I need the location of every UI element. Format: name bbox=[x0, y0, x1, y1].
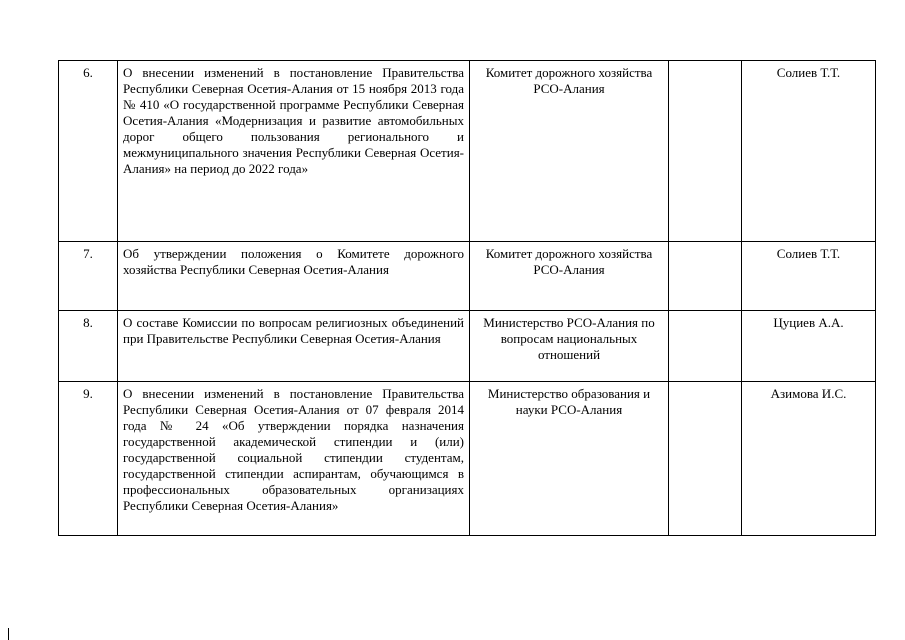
responsible-person: Солиев Т.Т. bbox=[742, 242, 876, 311]
responsible-body: Комитет дорожного хозяйства РСО-Алания bbox=[470, 242, 669, 311]
responsible-person: Азимова И.С. bbox=[742, 382, 876, 536]
deadline-cell bbox=[669, 61, 742, 242]
table-row bbox=[59, 382, 876, 536]
responsible-body: Комитет дорожного хозяйства РСО-Алания bbox=[470, 61, 669, 242]
responsible-body: Министерство РСО-Алания по вопросам национальных отношений bbox=[470, 311, 669, 382]
document-title: О внесении изменений в постановление Правительства Республики Северная Осетия-Алания от 07 февраля 2014 года № 24 «Об утверждении порядка назначения государственной академической стипендии и (или) государственной социальной стипендии студентам, государственной стипендии аспирантам, обучающимся в профессиональных образовательных организациях Республики Северная Осетия-Алания» bbox=[118, 382, 470, 536]
responsible-person: Солиев Т.Т. bbox=[742, 61, 876, 242]
table-row bbox=[59, 311, 876, 382]
scan-edge-mark bbox=[8, 628, 9, 640]
responsible-person: Цуциев А.А. bbox=[742, 311, 876, 382]
deadline-cell bbox=[669, 242, 742, 311]
deadline-cell bbox=[669, 311, 742, 382]
document-title: О внесении изменений в постановление Правительства Республики Северная Осетия-Алания от 15 ноября 2013 года № 410 «О государственной программе Республики Северная Осетия-Алания «Модернизация и развитие автомобильных дорог общего пользования регионального и межмуниципального значения Республики Северная Осетия-Алания» на период до 2022 года» bbox=[118, 61, 470, 242]
table-row bbox=[59, 61, 876, 242]
deadline-cell bbox=[669, 382, 742, 536]
row-number: 6. bbox=[59, 61, 118, 242]
document-title: Об утверждении положения о Комитете дорожного хозяйства Республики Северная Осетия-Алания bbox=[118, 242, 470, 311]
table-row bbox=[59, 242, 876, 311]
row-number: 7. bbox=[59, 242, 118, 311]
resolutions-table bbox=[58, 60, 876, 536]
row-number: 9. bbox=[59, 382, 118, 536]
responsible-body: Министерство образования и науки РСО-Алания bbox=[470, 382, 669, 536]
row-number: 8. bbox=[59, 311, 118, 382]
document-title: О составе Комиссии по вопросам религиозных объединений при Правительстве Республики Северная Осетия-Алания bbox=[118, 311, 470, 382]
